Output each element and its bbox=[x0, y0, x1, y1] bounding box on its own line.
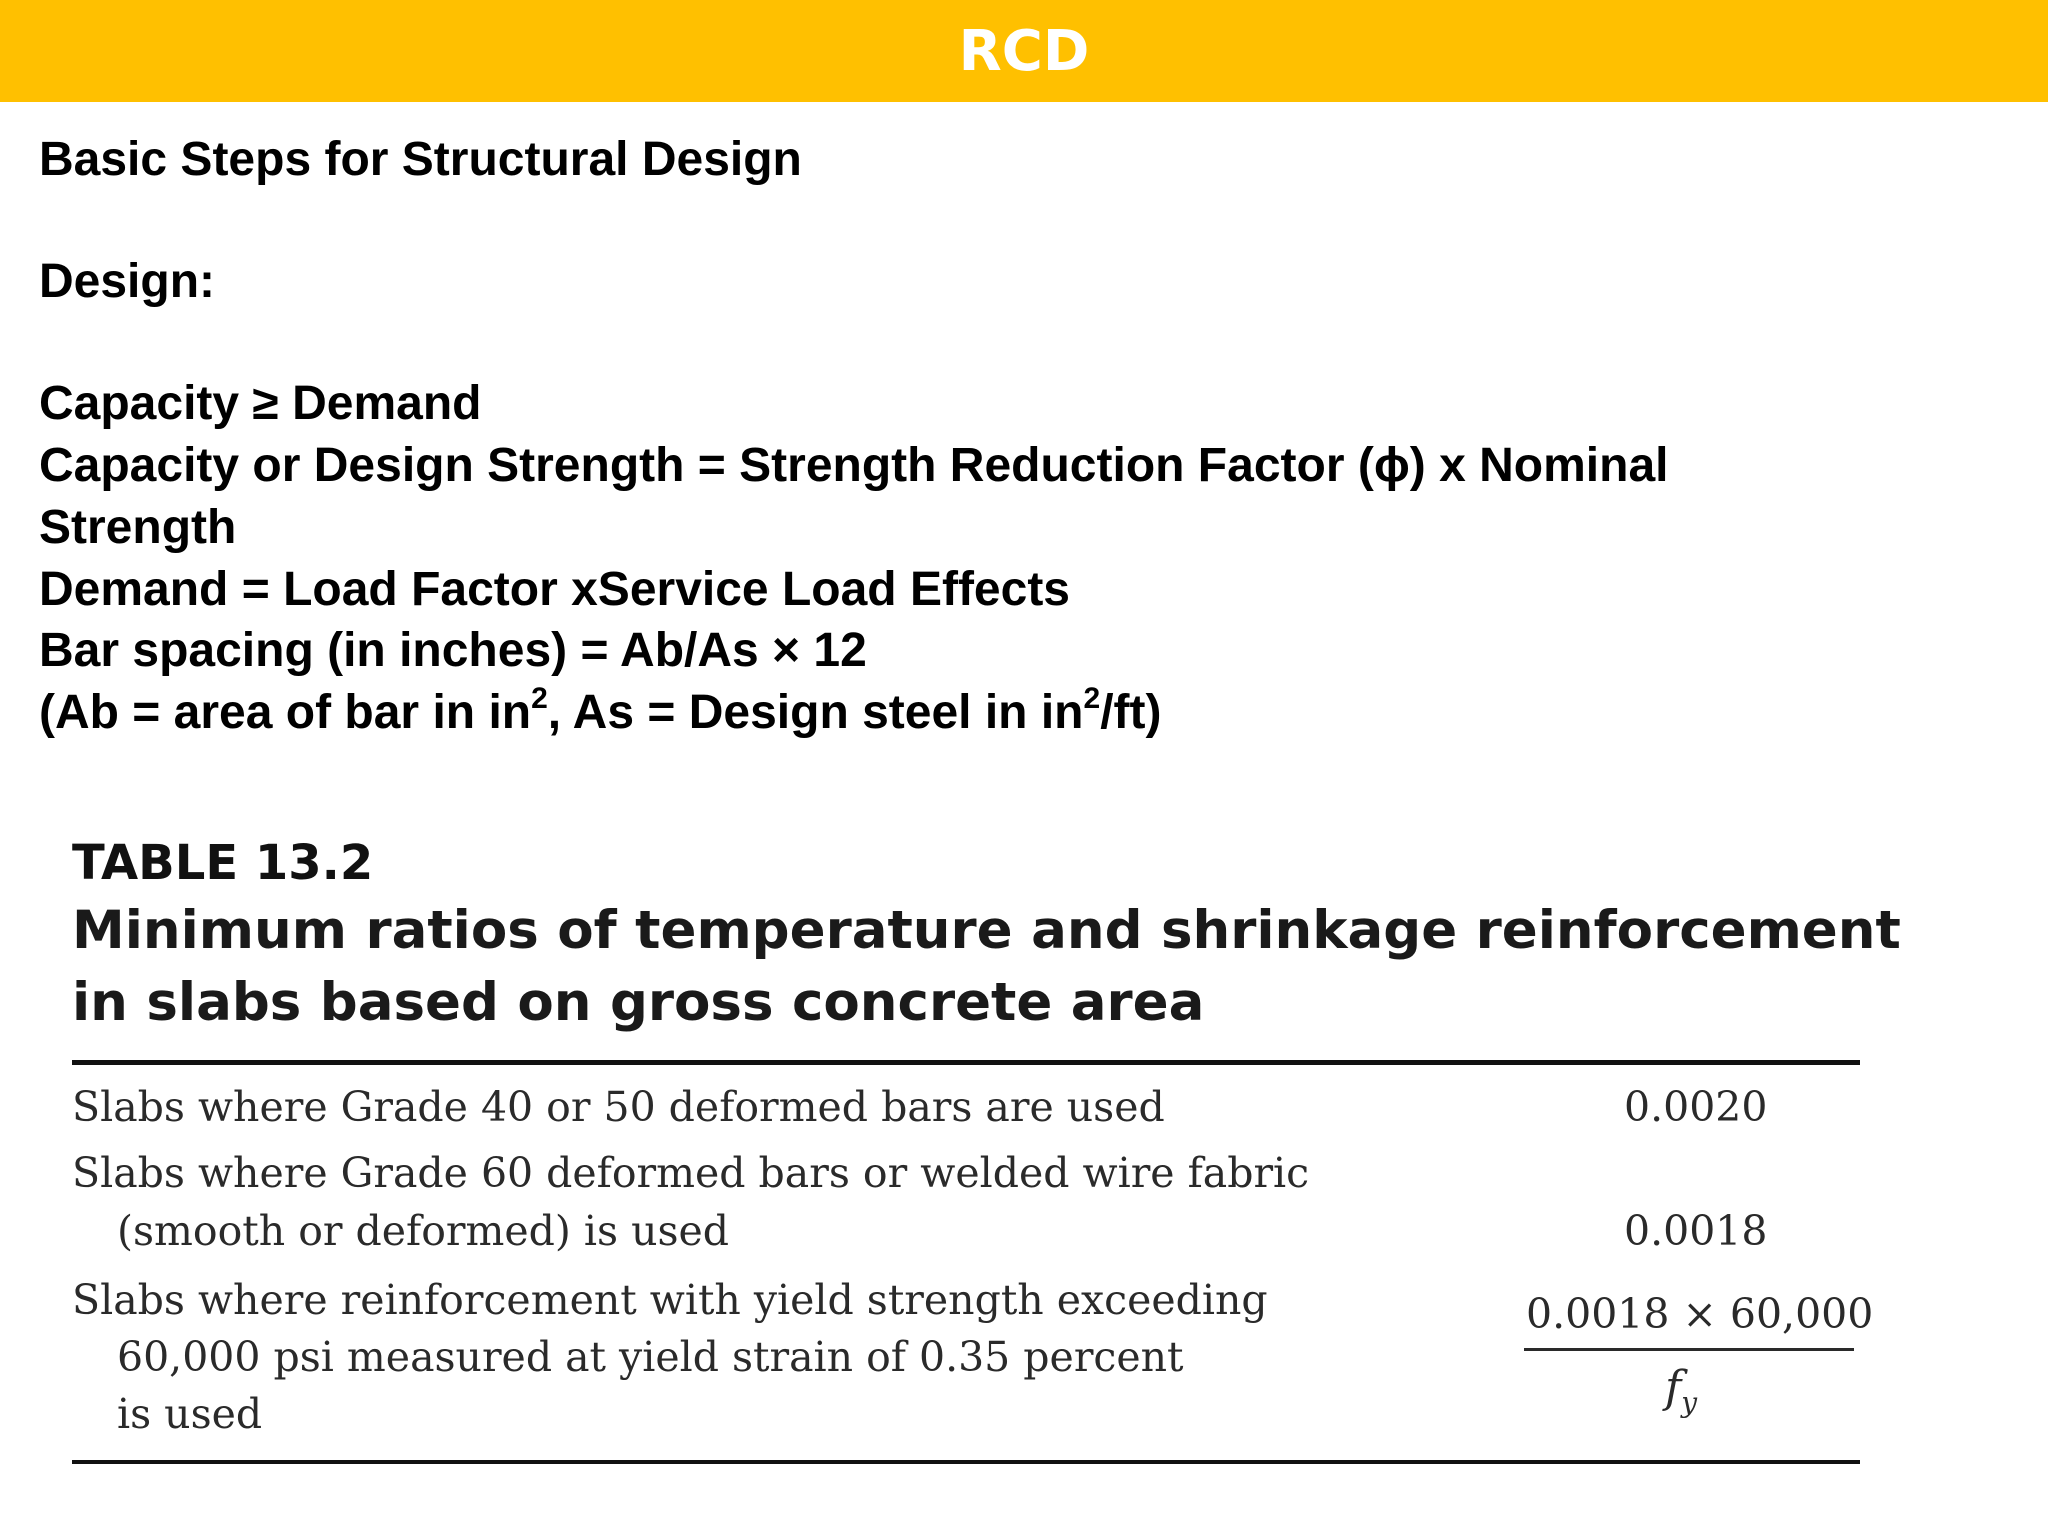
area-note-text-3: /ft) bbox=[1100, 686, 1162, 739]
area-note-line bbox=[39, 682, 1162, 740]
area-note-sup-1: 2 bbox=[531, 682, 548, 715]
design-label: Design: bbox=[39, 255, 216, 308]
area-note-sup-2: 2 bbox=[1083, 682, 1101, 715]
table-top-rule bbox=[72, 1060, 1860, 1065]
table-row-3-value-numerator: 0.0018 × 60,000 bbox=[1526, 1290, 1874, 1338]
table-row-2-desc-line-1: Slabs where Grade 60 deformed bars or welded wire fabric bbox=[72, 1149, 1310, 1197]
fy-subscript: y bbox=[1681, 1385, 1698, 1419]
table-row-3-desc-line-3: is used bbox=[117, 1390, 263, 1438]
bar-spacing-line: Bar spacing (in inches) = Ab/As × 12 bbox=[39, 624, 867, 677]
capacity-definition-line-1: Capacity or Design Strength = Strength Reduction Factor (ϕ) x Nominal bbox=[39, 439, 1669, 492]
title-banner bbox=[0, 0, 2048, 102]
demand-definition-line: Demand = Load Factor xService Load Effects bbox=[39, 563, 1070, 616]
table-caption-line-1: Minimum ratios of temperature and shrinkage reinforcement bbox=[72, 900, 1901, 961]
table-row-3-value-denominator bbox=[1665, 1362, 1697, 1419]
area-note-text-2: , As = Design steel in in bbox=[547, 686, 1084, 739]
table-row-3-desc-line-1: Slabs where reinforcement with yield strength exceeding bbox=[72, 1276, 1268, 1324]
capacity-definition-line-2: Strength bbox=[39, 501, 237, 554]
capacity-demand-line: Capacity ≥ Demand bbox=[39, 377, 482, 430]
table-row-3-fraction-bar bbox=[1524, 1348, 1854, 1351]
table-label: TABLE 13.2 bbox=[72, 835, 374, 891]
table-caption-line-2: in slabs based on gross concrete area bbox=[72, 972, 1205, 1033]
table-row-3-desc-line-2: 60,000 psi measured at yield strain of 0.35 percent bbox=[117, 1333, 1184, 1381]
table-bottom-rule bbox=[72, 1460, 1860, 1464]
fy-symbol: f bbox=[1665, 1362, 1682, 1413]
table-row-2-desc-line-2: (smooth or deformed) is used bbox=[117, 1207, 730, 1255]
slide-title: RCD bbox=[958, 19, 1090, 84]
section-heading: Basic Steps for Structural Design bbox=[39, 133, 802, 186]
table-row-1-desc: Slabs where Grade 40 or 50 deformed bars are used bbox=[72, 1083, 1165, 1131]
table-row-2-value: 0.0018 bbox=[1624, 1207, 1768, 1255]
area-note-text-1: (Ab = area of bar in in bbox=[39, 686, 532, 739]
table-row-1-value: 0.0020 bbox=[1624, 1083, 1768, 1131]
